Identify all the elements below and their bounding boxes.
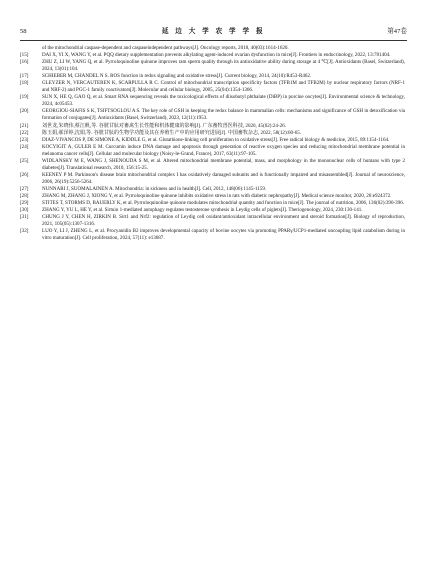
reference-text: CHUNG J Y, CHEN H, ZIRKIN B. Sirt1 and Nrf2: regulation of Leydig cell oxidant/antioxidant intracellular environment and steroid formation[J]. Biology of reproduction, 2021, 105(05):1307-1316.: [42, 214, 405, 228]
reference-number: [20]: [20, 108, 29, 115]
reference-text: SCHIEBER M, CHANDEL N S. ROS function in redox signaling and oxidative stress[J]. Current biology, 2014, 24(10):R453-R462.: [42, 73, 312, 80]
reference-text: LUO Y, LI J, ZHENG L, et al. Procyanidin B2 improves developmental capacity of bovine oocytes via promoting PPARγ/UCP1-mediated uncoupling lipid catabolism during in vitro maturation[J]. Cell proliferation, 2024, 57(11): e13687.: [42, 228, 405, 242]
reference-number: [23]: [20, 136, 29, 143]
reference-text: DIAZ-VIVANCOS P, DE SIMONE A, KIDDLE G, et al. Glutathione-linking cell proliferation to oxidative stress[J]. Free radical biology & medicine, 2015, 89:1154-1164.: [42, 136, 390, 143]
reference-number: [15]: [20, 52, 29, 59]
reference-text: GEORGIOU-SIAFIS S K, TSIFTSOGLOU A S. The key role of GSH in keeping the redox balance in mammalian cells: mechanisms and significance of GSH in detoxification via formation of conjugates[J]. Antioxidants (Basel, Switzerland), 2023, 12(11):1953.: [42, 108, 405, 122]
reference-item: [20, 94, 405, 108]
reference-item: [20, 123, 405, 130]
reference-number: [22]: [20, 129, 29, 136]
reference-number: [24]: [20, 143, 29, 150]
reference-item: [20, 172, 405, 186]
reference-number: [21]: [20, 122, 29, 129]
reference-number: [16]: [20, 59, 29, 66]
reference-text: ZHANG Y, YU L, HE Y, et al. Sirtuin 1-mediated autophagy regulates testosterone synthesis in Leydig cells of piglets[J]. Theriogenology, 2024, 230:130-141.: [42, 207, 363, 214]
volume-label: 第47卷: [387, 28, 407, 35]
reference-item: [20, 158, 405, 172]
reference-item: [20, 144, 405, 158]
reference-text: DAI X, YI X, WANG Y, et al. PQQ dietary supplementation prevents alkylating agent-induced ovarian dysfunction in mice[J]. Frontiers in endocrinology, 2022, 13:781404.: [42, 52, 391, 59]
reference-text: STITES T, STORMS D, BAUERLY K, et al. Pyrroloquinoline quinone modulates mitochondrial quantity and function in mice[J]. The journal of nutrition, 2006, 136(02):390-396.: [42, 200, 404, 207]
reference-number: [32]: [20, 228, 29, 235]
reference-text: ZHANG M, ZHANG J, XIONG Y, et al. Pyrroloquinoline quinone inhibits oxidative stress in rats with diabetic nephropathy[J]. Medical science monitor, 2020, 26:e924372.: [42, 192, 392, 199]
reference-text: WIDLANSKY M E, WANG J, SHENOUDA S M, et al. Altered mitochondrial membrane potential, mass, and morphology in the mononuclear cells of humans with type 2 diabetes[J]. Translational research, 2010, 156:15-25.: [42, 157, 405, 171]
reference-text: 陈玉娟,郝泽婷,沈娟,等. 谷胱甘肽的生物学功能及其在养殖生产中的应用研究进展[J]. 中国畜牧杂志, 2022, 58(12):60-65.: [42, 129, 302, 136]
reference-text: 刘世龙,朱晓伟,蔡江帆,等. 谷胱甘肽对畜禽生长性能和机体健康的影响[J]. 广东畜牧兽医科技, 2020, 45(02):24-26.: [42, 122, 286, 129]
reference-item: [20, 137, 405, 144]
reference-continuation: of the mitochondrial caspase-dependent and caspaseindependent pathways[J]. Oncology reports, 2018, 40(03):1614-1620.: [42, 45, 289, 51]
reference-item: [20, 214, 405, 228]
page-number: 58: [20, 28, 27, 35]
reference-item: [20, 108, 405, 122]
reference-item: [20, 228, 405, 242]
reference-number: [19]: [20, 94, 29, 101]
reference-text: SUN X, HE Q, GAO Q, et al. Smart RNA sequencing reveals the toxicological effects of diisobutyl phthalate (DiBP) in porcine oocytes[J]. Environmental science & technology, 2024, 4c05453.: [42, 94, 405, 108]
reference-item: [20, 80, 405, 94]
reference-number: [29]: [20, 200, 29, 207]
header-rule: [20, 40, 407, 41]
reference-list: [20, 45, 405, 242]
reference-number: [17]: [20, 73, 29, 80]
reference-number: [18]: [20, 80, 29, 87]
reference-item: [20, 186, 405, 193]
journal-title: 延 边 大 学 农 学 学 报: [161, 28, 266, 35]
reference-item: [20, 193, 405, 200]
reference-number: [25]: [20, 157, 29, 164]
reference-number: [27]: [20, 185, 29, 192]
reference-number: [26]: [20, 171, 29, 178]
reference-text: KEENEY P M. Parkinson's disease brain mitochondrial complex I has oxidatively damaged subunits and is functionally impaired and misassembled[J]. Journal of neuroscience, 2006, 26(19):5256-5264.: [42, 171, 405, 185]
reference-text: ZHU Z, LI W, YANG Q, et al. Pyrroloquinoline quinone improves ram sperm quality through its antioxidative ability during storage at 4 ℃[J]. Antioxidants (Basel, Switzerland), 2024, 13(01):104.: [42, 59, 405, 73]
reference-text: GLEYZER N, VERCAUTEREN K, SCARPULLA R C. Control of mitochondrial transcription specificity factors (TFB1M and TFB2M) by nuclear respiratory factors (NRF-1 and NRF-2) and PGC-1 family coactivators[J]. Molecular and cellular biology, 2005, 25(04):1354-1366.: [42, 80, 405, 94]
reference-item: [20, 130, 405, 137]
reference-number: [30]: [20, 207, 29, 214]
reference-number: [28]: [20, 192, 29, 199]
running-header: [20, 26, 407, 38]
reference-text: NUNNARI J, SUOMALAINEN A. Mitochondria: in sickness and in health[J]. Cell, 2012, 148(06):1145-1159.: [42, 185, 267, 192]
reference-text: KOCYIGIT A, GULER E M. Curcumin induce DNA damage and apoptosis through generation of reactive oxygen species and reducing mitochondrial membrane potential in melanoma cancer cells[J]. Cellular and molecular biology (Noisy-le-Grand, France), 2017, 63(11):97-105.: [42, 143, 405, 157]
reference-number: [31]: [20, 214, 29, 221]
reference-item: [20, 59, 405, 73]
